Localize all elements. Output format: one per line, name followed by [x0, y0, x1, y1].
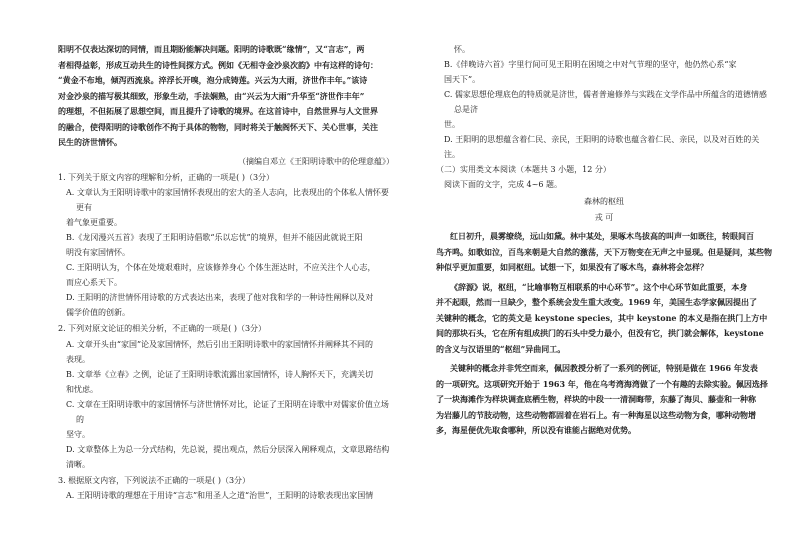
option-line: 清晰。: [66, 459, 90, 469]
right-column: [436, 42, 772, 439]
left-column: [58, 42, 394, 503]
option-c[interactable]: [62, 260, 394, 290]
option-b[interactable]: [62, 367, 394, 397]
option-line: 着气象更重要。: [66, 218, 122, 227]
text-line: 多，海星便优先取食哪种，所以没有谁能占据绝对优势。: [436, 425, 636, 435]
article-paragraph-2: [436, 280, 772, 358]
option-line: C. 文章在王阳明诗歌中的家国情怀与济世情怀对比，论证了王阳明在诗歌中对儒家价值立场的: [66, 399, 389, 424]
text-line: 《辞源》说，枢纽，“比喻事物互相联系的中心环节”。这个中心环节如此重要，本身: [450, 281, 748, 292]
option-line: B.《龙冈漫兴五首》表现了王阳明诗倡歌“乐以忘忧”的境界，但并不能因此就说王阳: [66, 233, 363, 242]
text-line: 并不起眼，然而一旦缺少，整个系统会发生重大改变。1969 年，美国生态学家佩因提出了: [436, 297, 758, 307]
article-paragraph-3: [436, 361, 772, 439]
text-line: 者相得益彰，形成互动共生的诗性间探方式。例如《无相寺金沙泉次韵》中有这样的诗句：: [58, 59, 378, 70]
option-line: A. 文章开头由“家国”论及家国情怀，然后引出王阳明诗歌中的家国情怀并阐释其不同的: [66, 339, 374, 349]
question-stem: 3. 根据原文内容，下列说法不正确的一项是( )（3分）: [58, 475, 251, 485]
option-line: B.《伴晚诗六首》字里行间可见王阳明在困境之中对气节理的坚守，他仍然心系“家: [444, 60, 737, 69]
option-line: 注。: [444, 150, 460, 159]
text-line: 的融合，使得阳明的诗歌创作不拘于具体的物物，同时将关于触阁怀天下、关心世事，关注: [58, 121, 378, 132]
article-paragraph-1: [436, 229, 772, 276]
text-line: 的一项研究。这项研究开始于 1963 年，他在乌考湾海湾做了一个有趣的去除实验。佩因选择: [436, 378, 768, 389]
intro-paragraph: [58, 42, 394, 151]
text-line: 的含义与汉语里的“枢纽”异曲同工。: [436, 343, 566, 354]
text-line: 间的那块石头，它在所有组成拱门的石头中受力最小，但没有它，拱门就会解体，keystone: [436, 328, 764, 338]
option-line: 坚守。: [66, 429, 90, 439]
text-line: 红日初升，晨雾缭绕，远山如黛。林中某处，果啄木鸟拔高的叫声一如既往，转眼间百: [450, 231, 754, 241]
option-a[interactable]: [62, 488, 394, 503]
question-stem: 1. 下列关于原文内容的理解和分析，正确的一项是( )（3分）: [58, 172, 275, 182]
option-d[interactable]: [62, 290, 394, 320]
option-line: 儒学价值的创新。: [66, 308, 130, 317]
option-b[interactable]: [62, 230, 394, 260]
question-stem: 2. 下列对原文论证的相关分析，不正确的一项是( )（3分）: [58, 324, 267, 333]
question-2: [58, 321, 394, 472]
option-line: 世。: [444, 120, 460, 129]
option-line: D. 王阳明的济世情怀用诗歌的方式表达出来，表现了他对我和学的一种诗性阐释以及对: [66, 293, 374, 302]
option-b[interactable]: [440, 57, 772, 87]
option-line: A. 文章认为王阳明诗歌中的家国情怀表现出的宏大的圣人志向，比表现出的个体私人情怀要更有: [66, 188, 389, 212]
option-line: D. 文章整体上为总一分式结构，先总说，提出观点，然后分层深入阐释观点，文章思路结构: [66, 444, 390, 454]
question-3: [58, 473, 394, 504]
option-line: 表现。: [66, 354, 90, 364]
text-line: 种似乎更加重要，如同枢纽。试想一下，如果没有了啄木鸟，森林将会怎样？: [436, 262, 708, 272]
section-heading: （二）实用类文本阅读（本题共 3 小题，12 分）: [436, 165, 611, 174]
text-line: 对金沙泉的描写极其细致，形象生动，手法娴熟，由“兴云为大雨”升华至“济世作丰年”: [58, 90, 365, 101]
option-line: B. 文章举《立春》之例，论证了王阳明诗歌流露出家国情怀，诗人胸怀天下，充满关切: [66, 369, 373, 379]
text-line: “黄金不布地，倾泻西流泉。淬浮长开嗅，泡分成铸莲。兴云为大雨，济世作丰年。”该诗: [58, 75, 368, 85]
option-c[interactable]: [440, 87, 772, 132]
text-line: 为岩藤儿的节肢动物，这些动物都固着在岩石上。有一种海星以这些动物为食，哪种动物增: [436, 409, 756, 420]
text-line: 的理想，不但拓展了思想空间，而且提升了诗歌的境界。在这首诗中，自然世界与人文世界: [58, 106, 378, 116]
text-line: 民生的济世情怀。: [58, 137, 122, 147]
option-line: 而应心系天下。: [66, 278, 122, 287]
option-line: C. 儒家思想伦理底色的特质就是济世，儒者普遍修养与实践在文学作品中所蕴含的道德情感总是济: [444, 90, 767, 114]
text-line: 鸟齐鸣。如歌如泣，百鸟来朝是大自然的激荡，天下万物变在无声之中显现。但是疑问，某些物: [436, 246, 772, 257]
reading-instruction: 阅读下面的文字，完成 4~6 题。: [444, 180, 562, 189]
text-line: 阳明不仅表达深切的同情，而且期盼能解决问题。阳明的诗歌既“缘情”，又“言志”，两: [58, 44, 365, 54]
option-a-continued: [440, 42, 772, 57]
option-a[interactable]: [62, 337, 394, 367]
question-1: [58, 170, 394, 321]
option-c[interactable]: [62, 397, 394, 442]
option-line: 国天下”。: [444, 75, 481, 84]
option-line: 明没有家国情怀。: [66, 248, 130, 257]
option-line: 怀。: [454, 45, 470, 54]
option-line: 和忧虑。: [66, 384, 98, 394]
text-line: 了一块海滩作为样块调查底栖生物，样块的中段一一清洞晦带，东藤了海贝、藤壶和一种称: [436, 394, 756, 404]
option-line: C. 王阳明认为，个体在处境艰难时，应该修养身心 个体生涯达时，不应关注个人心志，: [66, 263, 376, 272]
option-d[interactable]: [62, 442, 394, 472]
article-author: 戎 可: [594, 212, 614, 222]
option-d[interactable]: [440, 132, 772, 162]
text-line: 关键种的概念并非凭空而来，佩因教授分析了一系列的例证，特别是做在 1966 年发表: [450, 363, 758, 373]
option-a[interactable]: [62, 185, 394, 230]
option-line: A. 王阳明诗歌的理想在于用诗“言志”和用圣人之道“治世”，王阳明的诗歌表现出家国情: [66, 491, 374, 500]
article-title: 森林的枢纽: [584, 197, 624, 206]
option-line: D. 王阳明的思想蕴含着仁民、亲民，王阳明的诗歌也蕴含着仁民、亲民，以及对百姓的关: [444, 135, 760, 144]
text-line: 关键种的概念，它的英文是 keystone species，其中 keystone 的本义是指在拱门上方中: [436, 312, 768, 323]
source-citation: （摘编自邓立《王阳明诗歌中的伦理意蕴》）: [238, 156, 394, 166]
